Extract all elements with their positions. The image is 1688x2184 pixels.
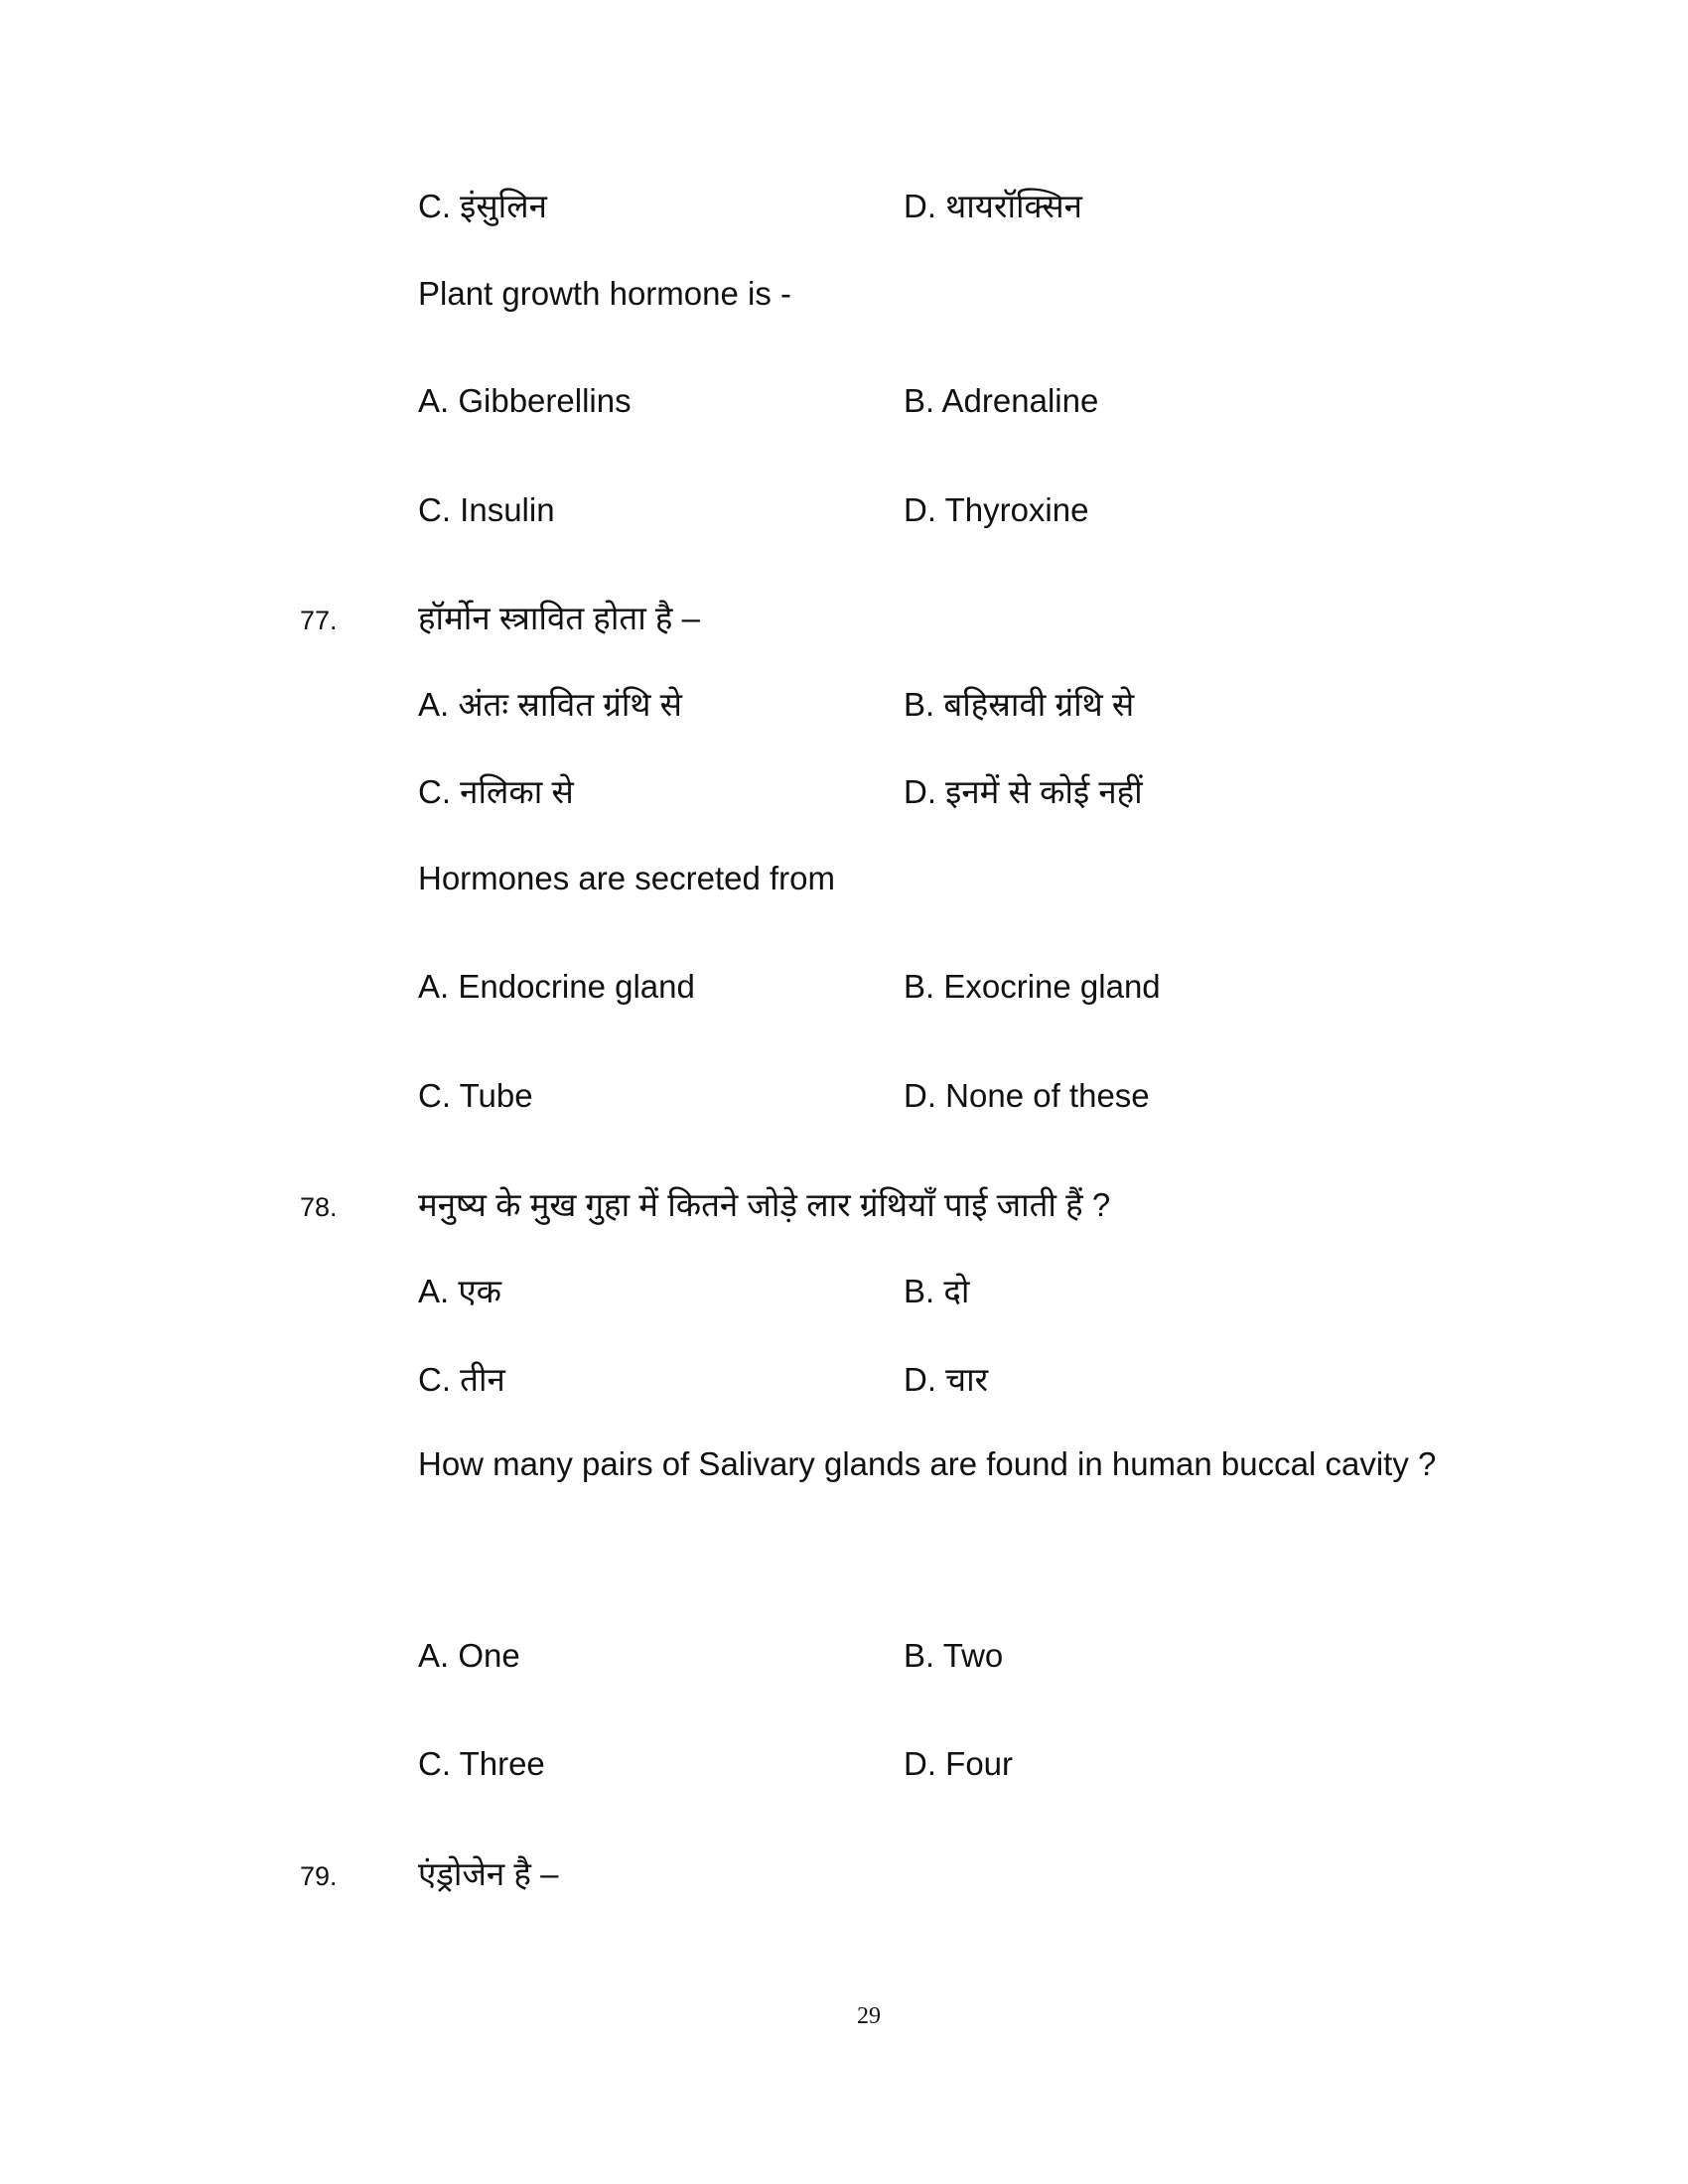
q78-en-question: How many pairs of Salivary glands are found in human buccal cavity ? — [418, 1445, 1437, 1482]
q77-hi-option-b: B. बहिस्रावी ग्रंथि से — [904, 686, 1135, 723]
q77-en-option-d: D. None of these — [904, 1077, 1150, 1114]
q76-hi-option-c: C. इंसुलिन — [418, 188, 547, 224]
q77-en-option-b: B. Exocrine gland — [904, 968, 1161, 1005]
q78-en-option-b: B. Two — [904, 1637, 1004, 1674]
q78-hi-question: मनुष्य के मुख गुहा में कितने जोड़े लार ग्रंथियाँ पाई जाती हैं ? — [418, 1186, 1111, 1223]
q79-hi-question: एंड्रोजेन है – — [418, 1855, 559, 1892]
q76-en-option-a: A. Gibberellins — [418, 382, 632, 419]
q77-hi-option-c: C. नलिका से — [418, 773, 574, 810]
q77-hi-option-d: D. इनमें से कोई नहीं — [904, 773, 1143, 810]
q79-number: 79. — [300, 1861, 338, 1891]
q78-hi-option-c: C. तीन — [418, 1361, 505, 1398]
q77-number: 77. — [300, 606, 338, 635]
q77-en-question: Hormones are secreted from — [418, 860, 835, 896]
q78-en-option-c: C. Three — [418, 1745, 545, 1782]
q76-en-option-c: C. Insulin — [418, 491, 555, 528]
q78-hi-option-b: B. दो — [904, 1273, 970, 1309]
q76-hi-option-d: D. थायरॉक्सिन — [904, 188, 1082, 224]
q77-en-option-c: C. Tube — [418, 1077, 533, 1114]
q77-hi-question: हॉर्मोन स्त्रावित होता है – — [418, 600, 700, 636]
q78-hi-option-a: A. एक — [418, 1273, 501, 1309]
q78-en-option-d: D. Four — [904, 1745, 1014, 1782]
q76-en-question: Plant growth hormone is - — [418, 275, 792, 312]
q76-en-option-d: D. Thyroxine — [904, 491, 1089, 528]
page-number: 29 — [857, 2003, 881, 2029]
q78-en-option-a: A. One — [418, 1637, 520, 1674]
q78-number: 78. — [300, 1192, 338, 1222]
q76-en-option-b: B. Adrenaline — [904, 382, 1099, 419]
q77-en-option-a: A. Endocrine gland — [418, 968, 695, 1005]
q78-hi-option-d: D. चार — [904, 1361, 989, 1398]
q77-hi-option-a: A. अंतः स्रावित ग्रंथि से — [418, 686, 682, 723]
